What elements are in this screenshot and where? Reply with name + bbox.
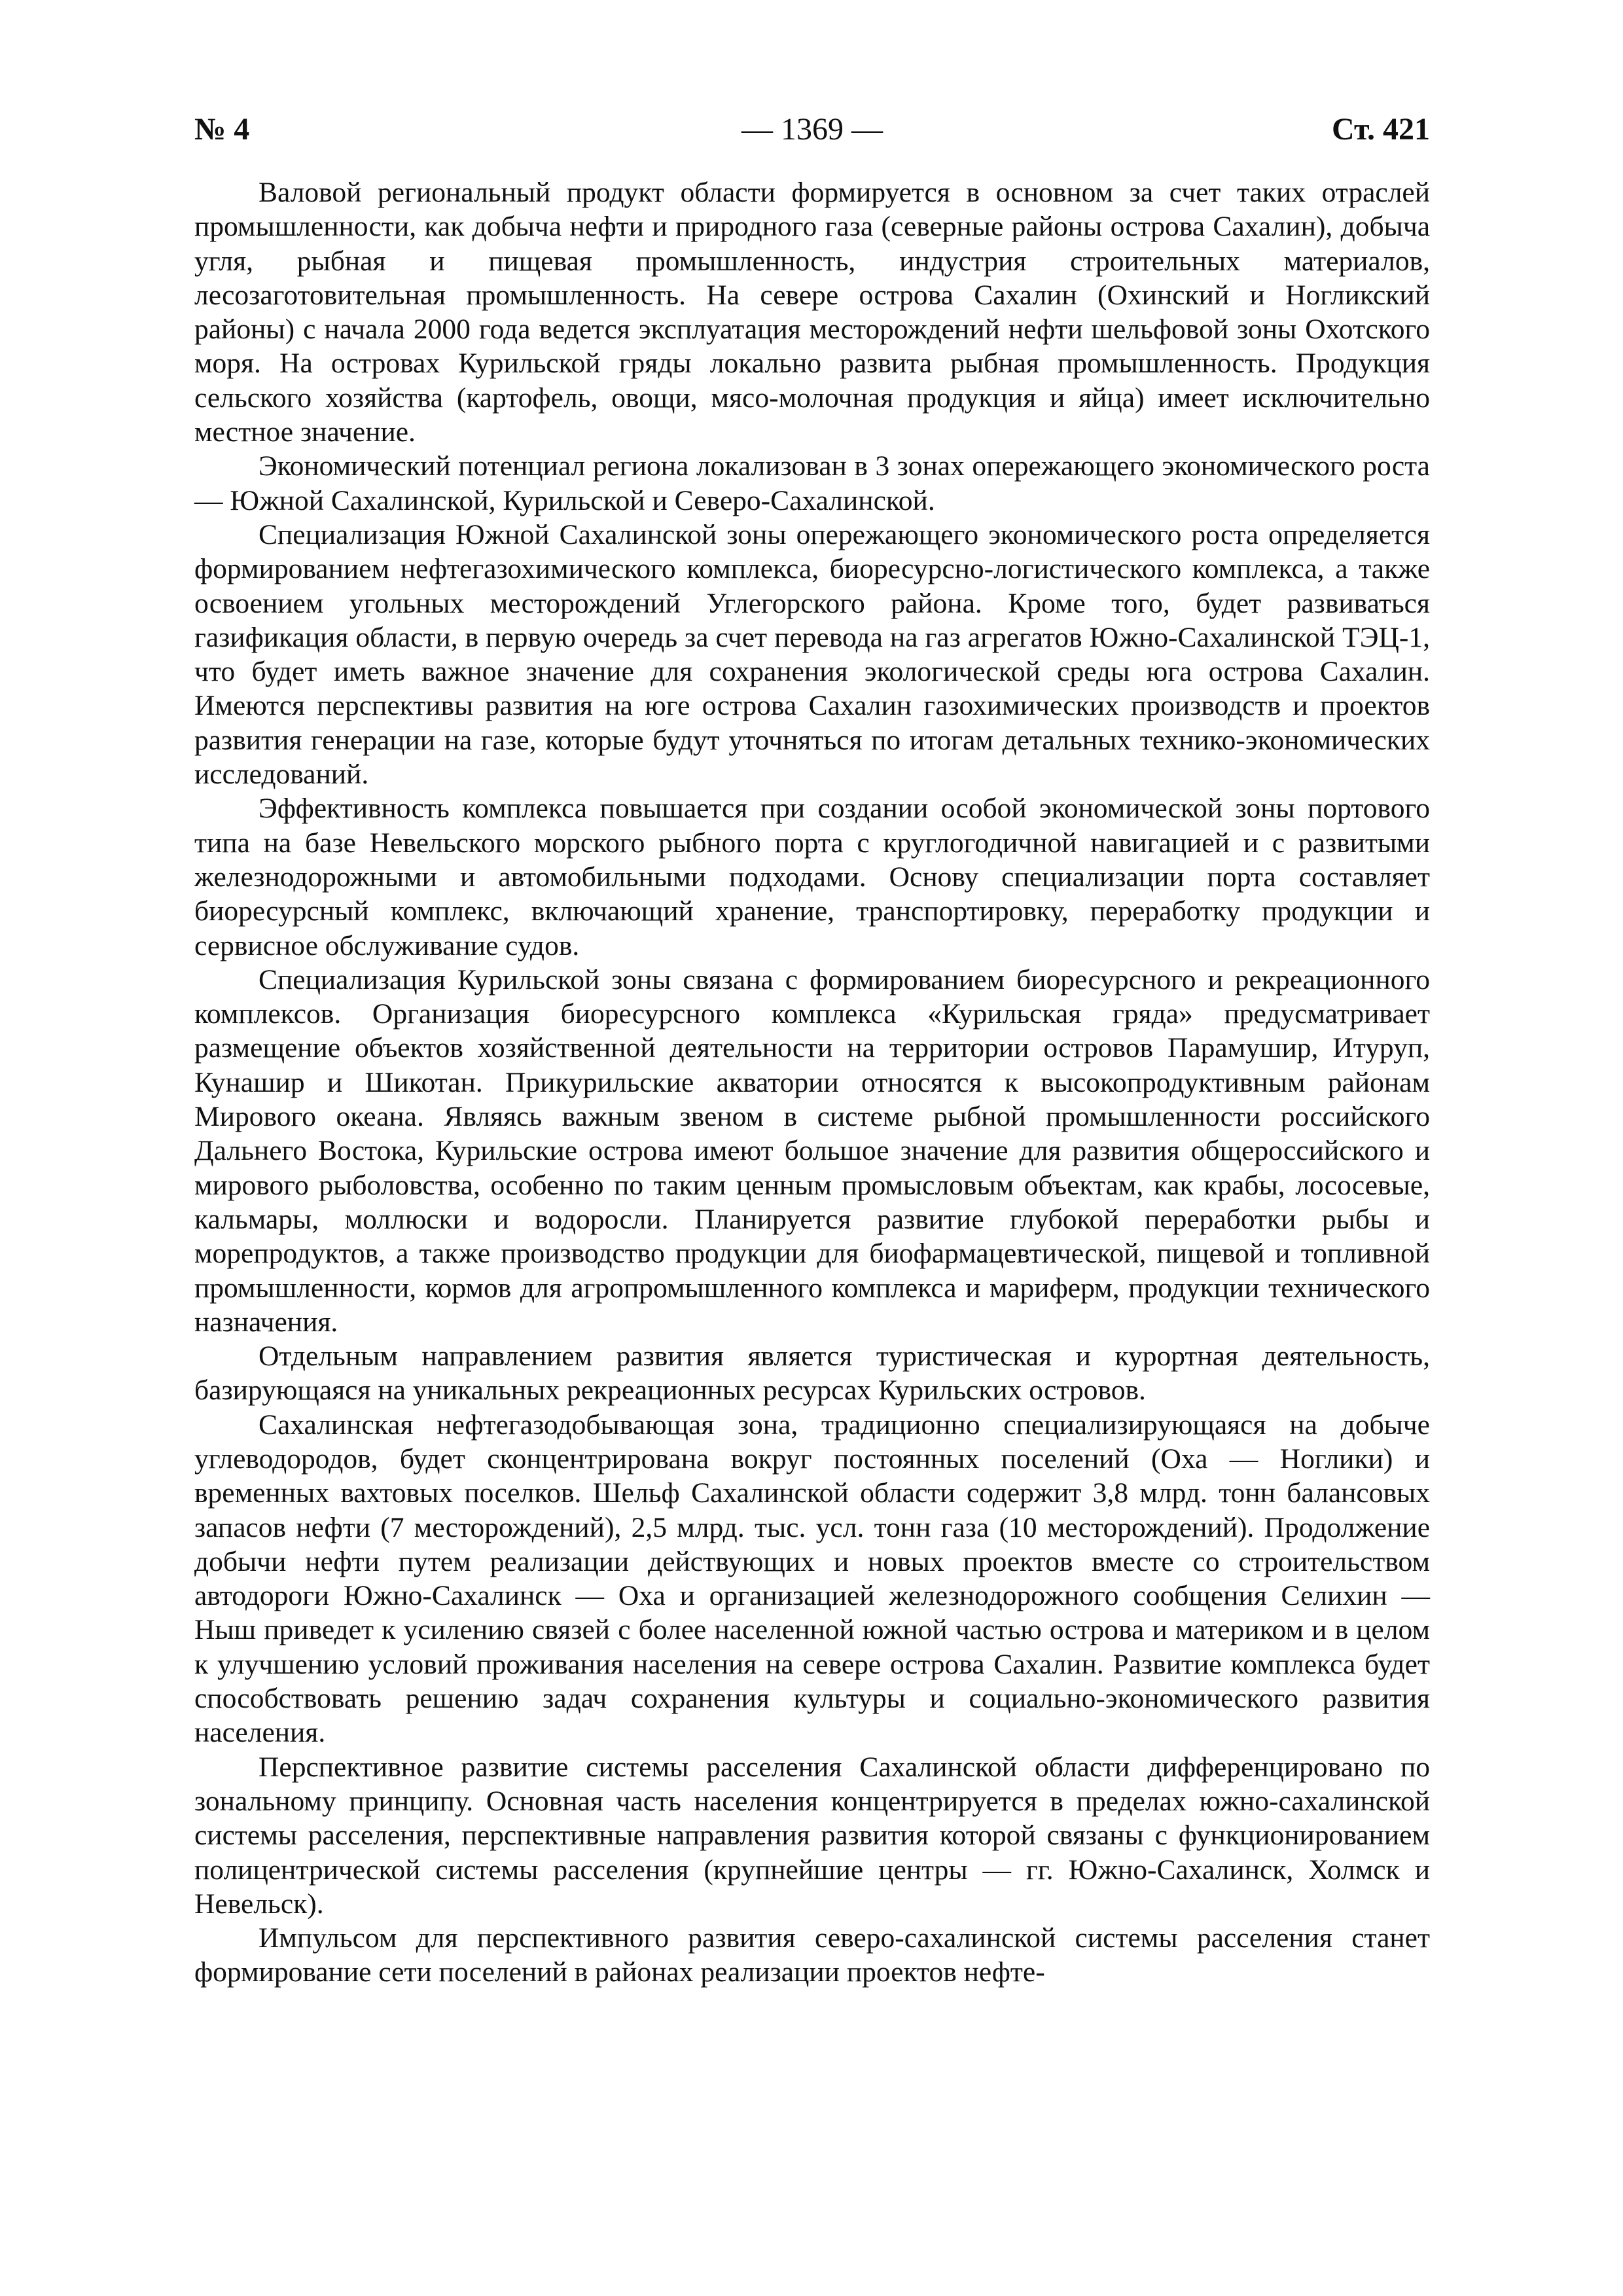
article-number: Ст. 421	[1332, 112, 1430, 147]
paragraph: Эффективность комплекса повышается при создании особой экономической зоны портового типа на базе Невельского морского рыбного порта с круглогодичной навигацией и с развитыми железнодорожными и автомобильными подходами. Основу специализации порта составляет биоресурсный комплекс, включающий хранение, транспортировку, переработку продукции и сервисное обслуживание судов.	[194, 793, 1430, 961]
paragraph: Специализация Южной Сахалинской зоны опережающего экономического роста определяется формированием нефтегазохимического комплекса, биоресурсно-логистического комплекса, а также освоением угольных месторождений Углегорского района. Кроме того, будет развиваться газификация области, в первую очередь за счет перевода на газ агрегатов Южно-Сахалинской ТЭЦ-1, что будет иметь важное значение для сохранения экологической среды юга острова Сахалин. Имеются перспективы развития на юге острова Сахалин газохимических производств и проектов развития генерации на газе, которые будут уточняться по итогам детальных технико-экономических исследований.	[194, 518, 1430, 791]
paragraph: Экономический потенциал региона локализован в 3 зонах опережающего экономического роста — Южной Сахалинской, Курильской и Северо-Сахалинской.	[194, 450, 1430, 516]
paragraph: Специализация Курильской зоны связана с формированием биоресурсного и рекреационного комплексов. Организация биоресурсного комплекса «Курильская гряда» предусматривает размещение объектов хозяйственной деятельности на территории островов Парамушир, Итуруп, Кунашир и Шикотан. Прикурильские акватории относятся к высокопродуктивным районам Мирового океана. Являясь важным звеном в системе рыбной промышленности российского Дальнего Востока, Курильские острова имеют большое значение для развития общероссийского и мирового рыболовства, особенно по таким ценным промысловым объектам, как крабы, лососевые, кальмары, моллюски и водоросли. Планируется развитие глубокой переработки рыбы и морепродуктов, а также производство продукции для биофармацевтической, пищевой и топливной промышленности, кормов для агропромышленного комплекса и мариферм, продукции технического назначения.	[194, 963, 1430, 1338]
paragraph: Сахалинская нефтегазодобывающая зона, традиционно специализирующаяся на добыче углеводородов, будет сконцентрирована вокруг постоянных поселений (Оха — Ноглики) и временных вахтовых поселков. Шельф Сахалинской области содержит 3,8 млрд. тонн балансовых запасов нефти (7 месторождений), 2,5 млрд. тыс. усл. тонн газа (10 месторождений). Продолжение добычи нефти путем реализации действующих и новых проектов вместе со строительством автодороги Южно-Сахалинск — Оха и организацией железнодорожного сообщения Селихин — Ныш приведет к усилению связей с более населенной южной частью острова и материком и в целом к улучшению условий проживания населения на севере острова Сахалин. Развитие комплекса будет способствовать решению задач сохранения культуры и социально-экономического развития населения.	[194, 1408, 1430, 1749]
body-text	[194, 175, 1430, 1990]
paragraph: Отдельным направлением развития является туристическая и курортная деятельность, базирующаяся на уникальных рекреационных ресурсах Курильских островов.	[194, 1340, 1430, 1407]
issue-number: № 4	[194, 112, 250, 147]
page-header	[194, 110, 1430, 149]
paragraph: Валовой региональный продукт области формируется в основном за счет таких отраслей промышленности, как добыча нефти и природного газа (северные районы острова Сахалин), добыча угля, рыбная и пищевая промышленность, индустрия строительных материалов, лесозаготовительная промышленность. На севере острова Сахалин (Охинский и Ногликский районы) с начала 2000 года ведется эксплуатация месторождений нефти шельфовой зоны Охотского моря. На островах Курильской гряды локально развита рыбная промышленность. Продукция сельского хозяйства (картофель, овощи, мясо-молочная продукция и яйца) имеет исключительно местное значение.	[194, 177, 1430, 448]
paragraph: Импульсом для перспективного развития северо-сахалинской системы расселения станет формирование сети поселений в районах реализации проектов нефте-	[194, 1922, 1430, 1988]
paragraph: Перспективное развитие системы расселения Сахалинской области дифференцировано по зональному принципу. Основная часть населения концентрируется в пределах южно-сахалинской системы расселения, перспективные направления развития которой связаны с функционированием полицентрической системы расселения (крупнейшие центры — гг. Южно-Сахалинск, Холмск и Невельск).	[194, 1751, 1430, 1920]
page-number: — 1369 —	[741, 112, 883, 147]
